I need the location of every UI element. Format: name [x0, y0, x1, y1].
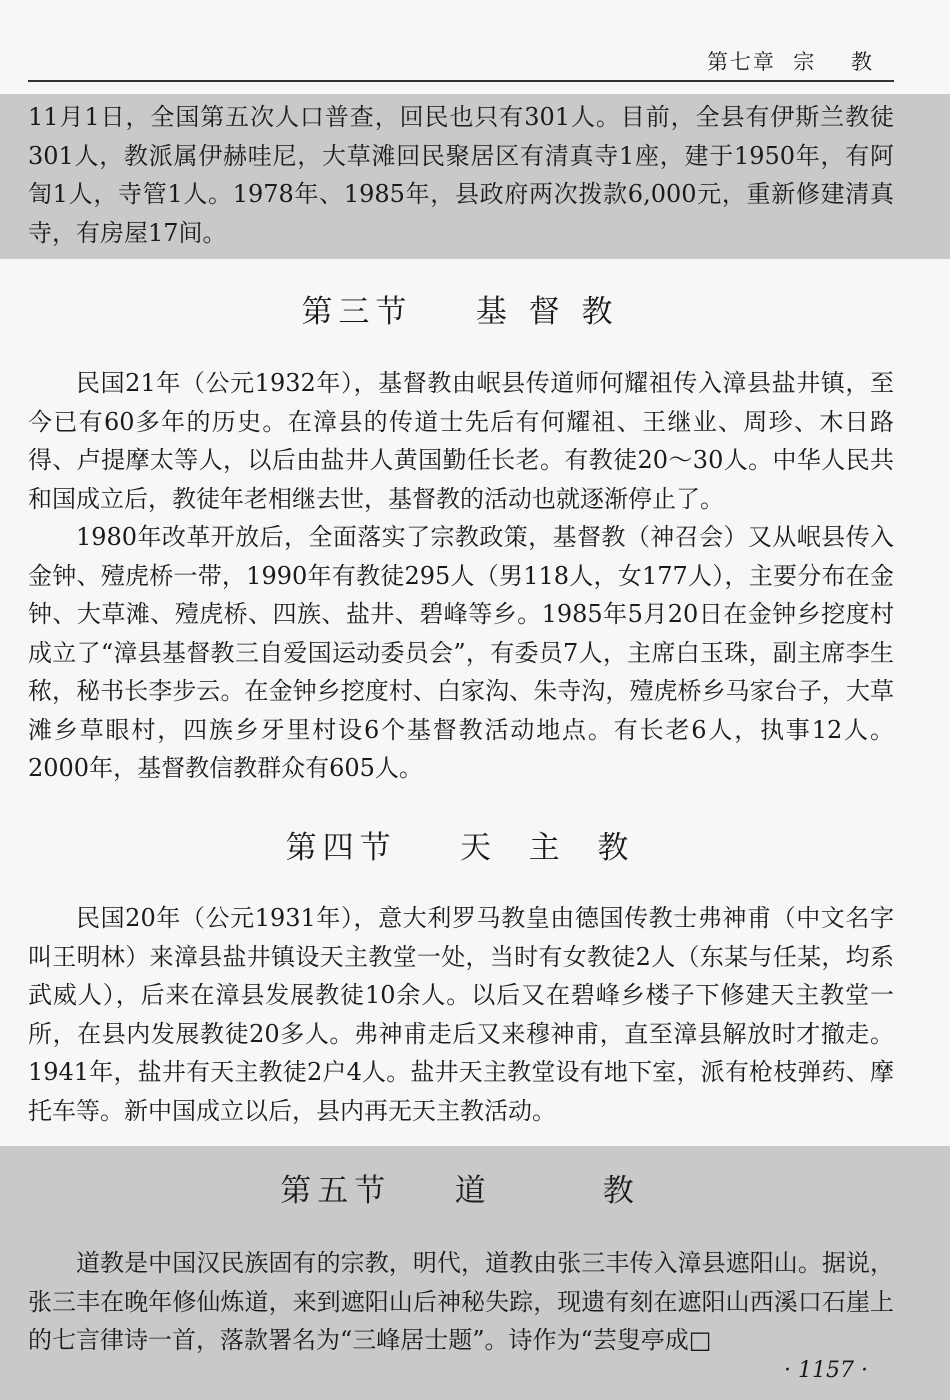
paragraph: 1980年改革开放后，全面落实了宗教政策，基督教（神召会）又从岷县传入金钟、殪虎桥一带，1990年有教徒295人（男118人，女177人），主要分布在金钟、大草滩、殪虎桥、四族、盐井、碧峰等乡。1985年5月20日在金钟乡挖度村成立了“漳县基督教三自爱国运动委员会”，有委员7人，主席白玉珠，副主席李生秾，秘书长李步云。在金钟乡挖度村、白家沟、朱寺沟，殪虎桥乡马家台子，大草滩乡草眼村，四族乡牙里村设6个基督教活动地点。有长老6人，执事12人。2000年，基督教信教群众有605人。	[28, 523, 894, 782]
paragraph: 民国21年（公元1932年），基督教由岷县传道师何耀祖传入漳县盐井镇，至今已有60多年的历史。在漳县的传道士先后有何耀祖、王继业、周珍、木日路得、卢提摩太等人，以后由盐井人黄国勤任长老。有教徒20～30人。中华人民共和国成立后，教徒年老相继去世，基督教的活动也就逐渐停止了。	[28, 369, 894, 513]
intro-paragraph: 11月1日，全国第五次人口普查，回民也只有301人。目前，全县有伊斯兰教徒301人，教派属伊赫哇尼，大草滩回民聚居区有清真寺1座，建于1950年，有阿訇1人，寺管1人。1978年、1985年，县政府两次拨款6,000元，重新修建清真寺，有房屋17间。	[28, 103, 894, 247]
section-body-catholicism	[28, 899, 894, 1130]
chapter-title: 第七章 宗 教	[706, 50, 874, 74]
intro-block	[28, 98, 894, 252]
page-number: · 1157 ·	[784, 1358, 868, 1383]
section-title-taoism: 第五节 道 教	[280, 1173, 640, 1209]
section-body-christianity	[28, 364, 894, 788]
paragraph: 道教是中国汉民族固有的宗教，明代，道教由张三丰传入漳县遮阳山。据说，张三丰在晚年修仙炼道，来到遮阳山后神秘失踪，现遗有刻在遮阳山西溪口石崖上的七言律诗一首，落款署名为“三峰居士题”。诗作为“芸叟亭成□	[28, 1249, 894, 1354]
section-body-taoism	[28, 1244, 894, 1360]
section-title-catholicism: 第四节 天 主 教	[285, 830, 635, 866]
running-header	[28, 40, 894, 82]
paragraph: 民国20年（公元1931年），意大利罗马教皇由德国传教士弗神甫（中文名字叫王明林）来漳县盐井镇设天主教堂一处，当时有女教徒2人（东某与任某，均系武威人），后来在漳县发展教徒10余人。以后又在碧峰乡楼子下修建天主教堂一所，在县内发展教徒20多人。弗神甫走后又来穆神甫，直至漳县解放时才撤走。1941年，盐井有天主教徒2户4人。盐井天主教堂设有地下室，派有枪枝弹药、摩托车等。新中国成立以后，县内再无天主教活动。	[28, 904, 894, 1125]
section-title-christianity: 第三节 基 督 教	[301, 294, 619, 330]
